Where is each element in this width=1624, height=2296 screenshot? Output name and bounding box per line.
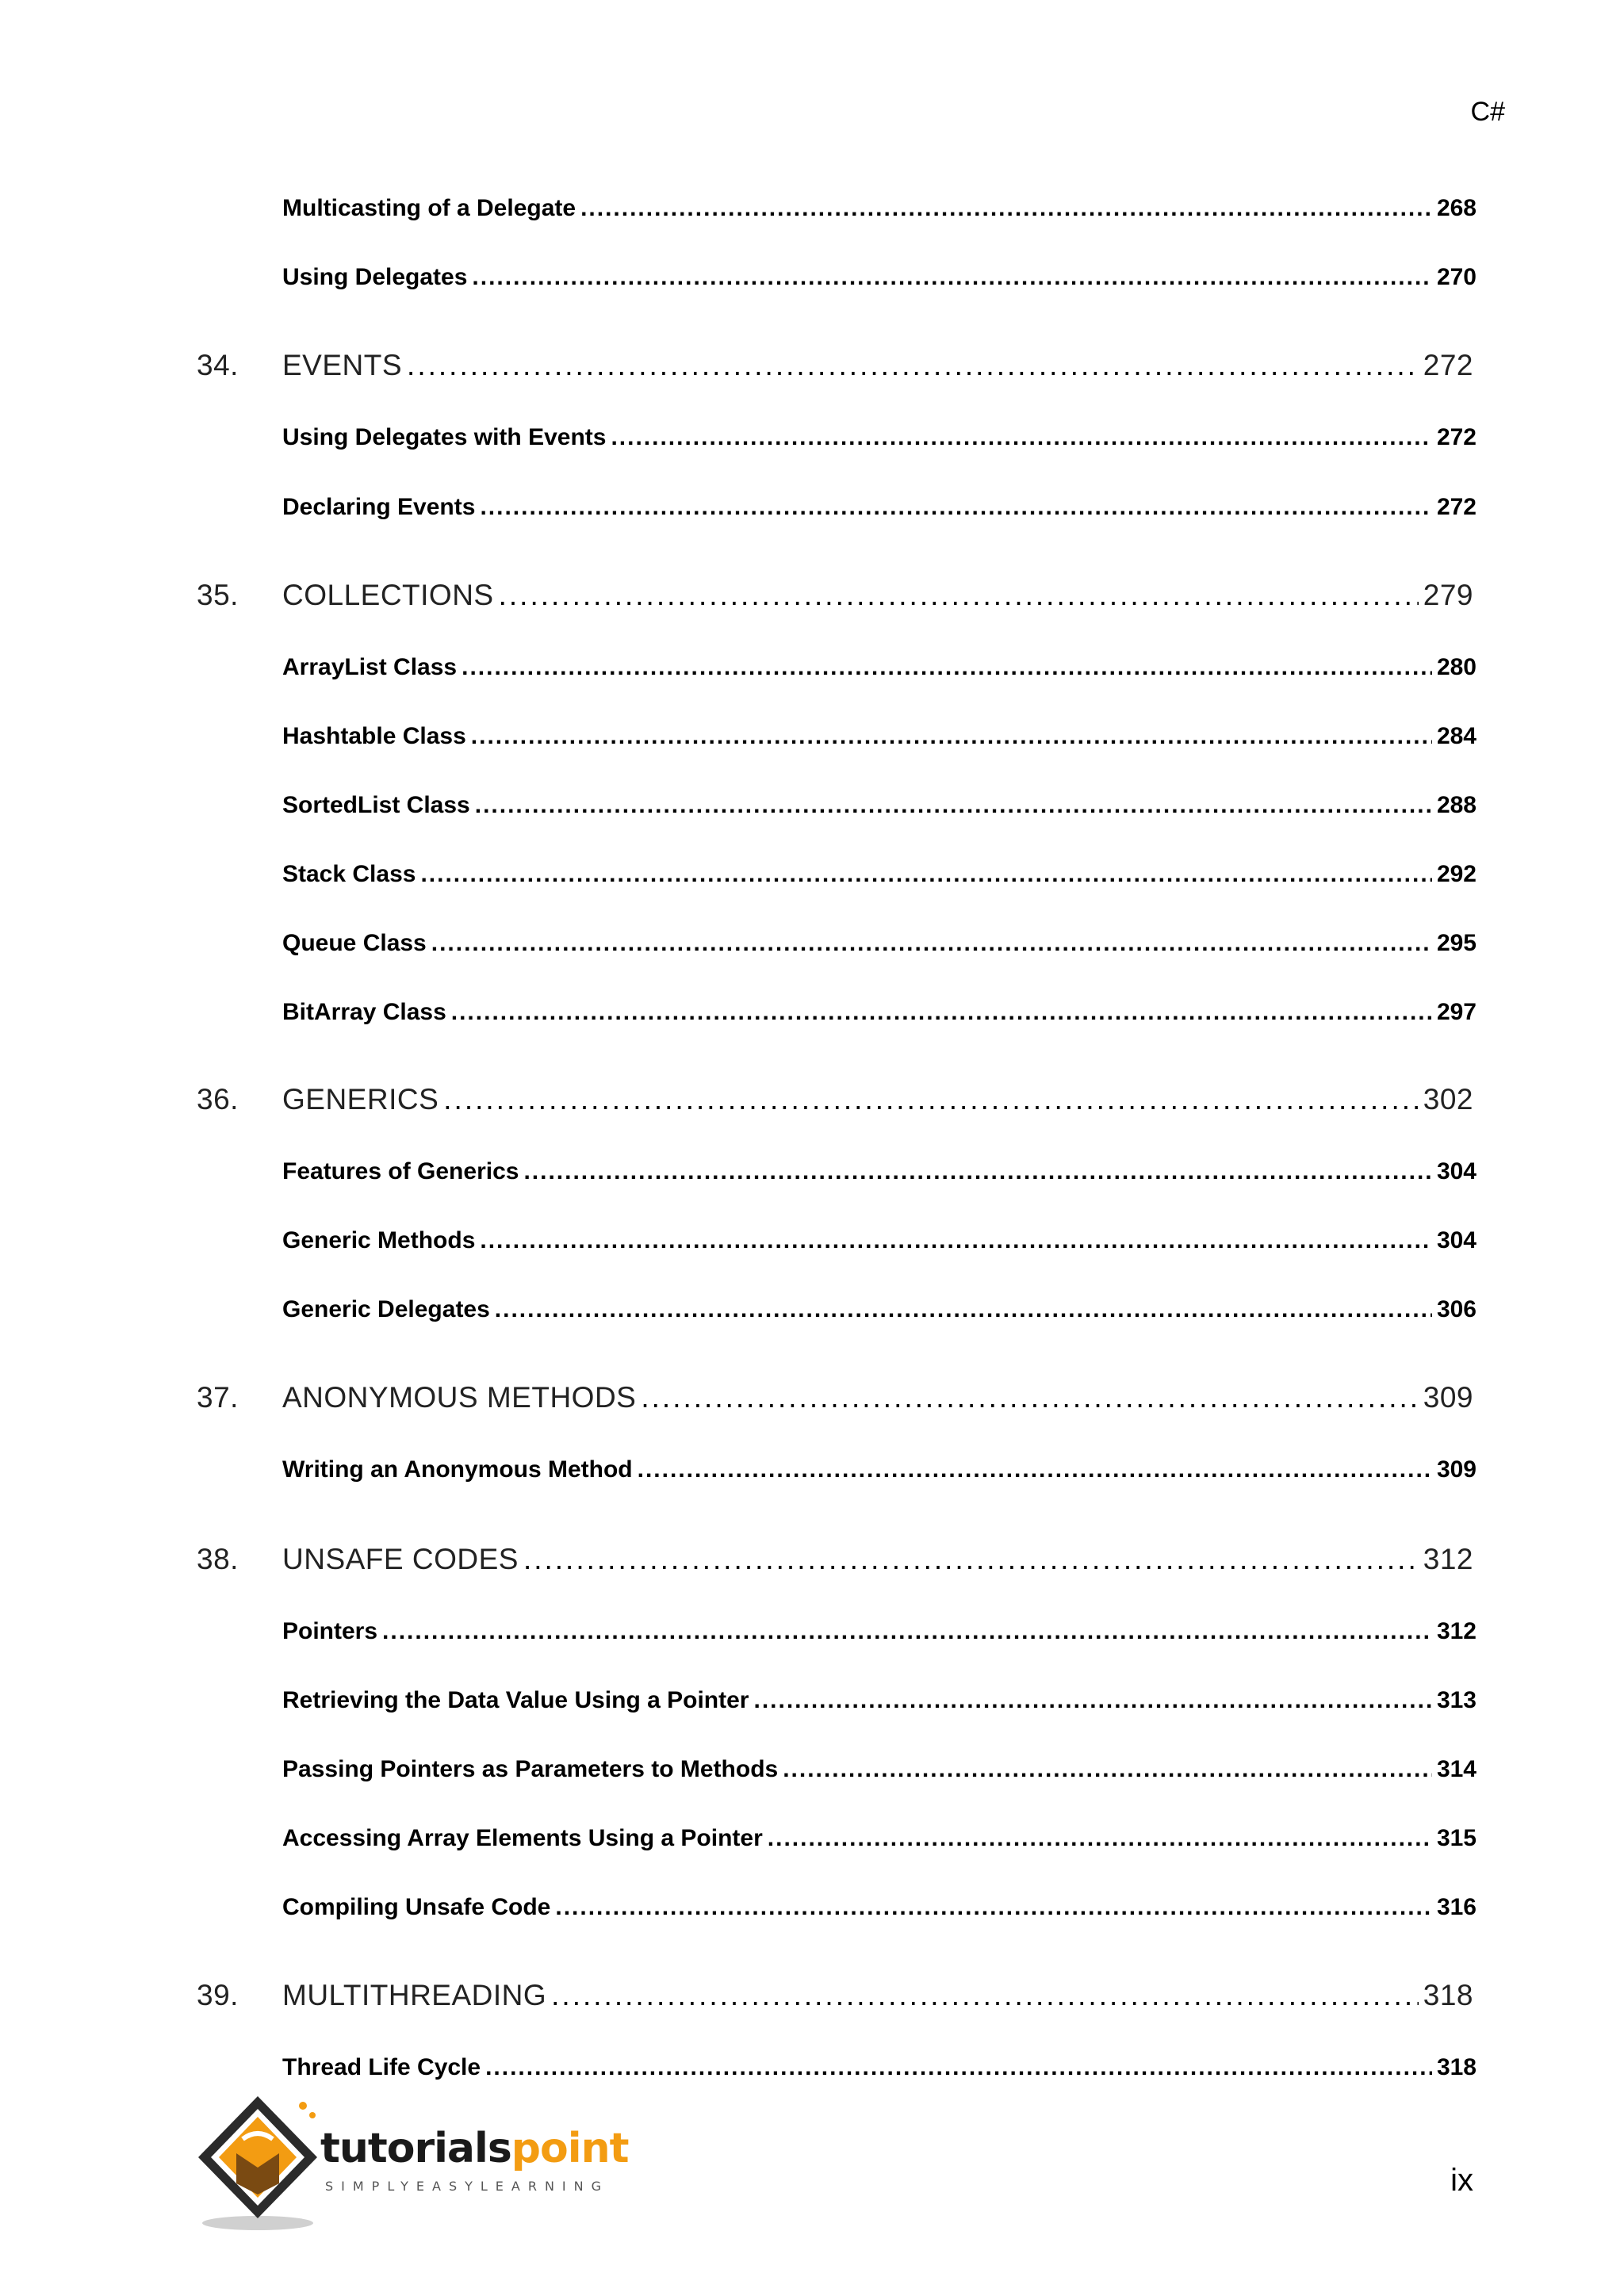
chapter-number: 36.: [197, 1083, 239, 1115]
toc-entry[interactable]: [282, 1158, 1477, 1185]
dot-leader: [485, 2054, 1432, 2081]
chapter-title: GENERICS: [282, 1083, 439, 1115]
entry-page-number: 295: [1436, 930, 1477, 956]
document-header-label: C#: [1470, 97, 1505, 127]
entry-page-number: 284: [1436, 723, 1477, 749]
entry-title: Declaring Events: [282, 494, 476, 520]
logo-diamond-icon: [190, 2090, 325, 2233]
entry-page-number: 315: [1436, 1825, 1477, 1851]
entry-page-number: 270: [1436, 264, 1477, 290]
entry-title: Passing Pointers as Parameters to Methods: [282, 1756, 779, 1782]
entry-title: Writing an Anonymous Method: [282, 1456, 633, 1483]
entry-title: SortedList Class: [282, 792, 470, 818]
toc-entry[interactable]: [282, 2054, 1477, 2081]
toc-entry[interactable]: [282, 654, 1477, 681]
entry-title: Generic Delegates: [282, 1296, 490, 1322]
toc-chapter[interactable]: [197, 1979, 1473, 2012]
toc-entry[interactable]: [282, 1618, 1477, 1645]
entry-page-number: 272: [1436, 424, 1477, 450]
toc-entry[interactable]: [282, 723, 1477, 750]
entry-title: Accessing Array Elements Using a Pointer: [282, 1825, 763, 1851]
logo-wordmark: [320, 2125, 628, 2172]
entry-title: ArrayList Class: [282, 654, 458, 680]
dot-leader: [555, 1894, 1432, 1921]
toc-chapter[interactable]: [197, 1381, 1473, 1414]
dot-leader: [480, 1227, 1432, 1254]
dot-leader: [480, 494, 1432, 521]
entry-page-number: 309: [1423, 1381, 1473, 1414]
dot-leader: [443, 1083, 1419, 1116]
entry-title: Pointers: [282, 1618, 378, 1644]
entry-title: Multicasting of a Delegate: [282, 195, 576, 221]
dot-leader: [407, 349, 1419, 382]
chapter-number: 35.: [197, 579, 239, 611]
toc-entry[interactable]: [282, 424, 1477, 451]
toc-entry[interactable]: [282, 1296, 1477, 1323]
dot-leader: [382, 1618, 1432, 1645]
dot-leader: [768, 1825, 1432, 1852]
toc-entry[interactable]: [282, 1756, 1477, 1783]
entry-page-number: 312: [1436, 1618, 1477, 1644]
dot-leader: [462, 654, 1432, 681]
dot-leader: [754, 1687, 1432, 1714]
toc-chapter[interactable]: [197, 579, 1473, 612]
entry-page-number: 316: [1436, 1894, 1477, 1920]
chapter-title: UNSAFE CODES: [282, 1543, 519, 1575]
toc-entry[interactable]: [282, 861, 1477, 888]
page-number: ix: [1450, 2163, 1473, 2198]
chapter-number: 39.: [197, 1979, 239, 2011]
entry-title: Features of Generics: [282, 1158, 519, 1184]
dot-leader: [641, 1381, 1418, 1414]
entry-title: Using Delegates with Events: [282, 424, 607, 450]
toc-entry[interactable]: [282, 494, 1477, 521]
entry-page-number: 304: [1436, 1158, 1477, 1184]
logo-word-tutorials: tutorials: [320, 2125, 511, 2172]
dot-leader: [499, 579, 1419, 612]
toc-entry[interactable]: [282, 999, 1477, 1026]
dot-leader: [580, 195, 1432, 222]
entry-page-number: 272: [1423, 349, 1473, 381]
toc-entry[interactable]: [282, 1894, 1477, 1921]
chapter-title: MULTITHREADING: [282, 1979, 547, 2011]
dot-leader: [611, 424, 1431, 451]
dot-leader: [431, 930, 1432, 957]
toc-entry[interactable]: [282, 1227, 1477, 1254]
entry-page-number: 268: [1436, 195, 1477, 221]
logo-word-point: point: [511, 2125, 629, 2172]
entry-page-number: 292: [1436, 861, 1477, 887]
chapter-number: 37.: [197, 1381, 239, 1414]
dot-leader: [475, 792, 1432, 819]
toc-entry[interactable]: [282, 1456, 1477, 1483]
chapter-title: EVENTS: [282, 349, 403, 381]
entry-page-number: 302: [1423, 1083, 1473, 1115]
entry-page-number: 272: [1436, 494, 1477, 520]
entry-page-number: 288: [1436, 792, 1477, 818]
entry-title: Retrieving the Data Value Using a Pointer: [282, 1687, 749, 1713]
entry-page-number: 312: [1423, 1543, 1473, 1575]
entry-title: BitArray Class: [282, 999, 446, 1025]
toc-entry[interactable]: [282, 792, 1477, 819]
dot-leader: [783, 1756, 1432, 1783]
dot-leader: [495, 1296, 1432, 1323]
entry-page-number: 304: [1436, 1227, 1477, 1253]
toc-entry[interactable]: [282, 1825, 1477, 1852]
dot-leader: [420, 861, 1431, 888]
entry-title: Hashtable Class: [282, 723, 466, 749]
chapter-number: 38.: [197, 1543, 239, 1575]
entry-page-number: 306: [1436, 1296, 1477, 1322]
entry-page-number: 318: [1423, 1979, 1473, 2011]
dot-leader: [451, 999, 1432, 1026]
logo-tagline: SIMPLYEASYLEARNING: [325, 2179, 610, 2194]
entry-page-number: 280: [1436, 654, 1477, 680]
toc-chapter[interactable]: [197, 1083, 1473, 1116]
dot-leader: [638, 1456, 1432, 1483]
entry-title: Compiling Unsafe Code: [282, 1894, 551, 1920]
dot-leader: [472, 264, 1432, 291]
dot-leader: [523, 1158, 1431, 1185]
entry-title: Queue Class: [282, 930, 427, 956]
tutorialspoint-logo: [190, 2090, 650, 2233]
chapter-title: COLLECTIONS: [282, 579, 494, 611]
entry-page-number: 318: [1436, 2054, 1477, 2080]
entry-title: Stack Class: [282, 861, 416, 887]
dot-leader: [523, 1543, 1419, 1576]
toc-chapter[interactable]: [197, 349, 1473, 382]
toc-chapter[interactable]: [197, 1543, 1473, 1576]
chapter-title: ANONYMOUS METHODS: [282, 1381, 637, 1414]
entry-page-number: 314: [1436, 1756, 1477, 1782]
entry-title: Thread Life Cycle: [282, 2054, 481, 2080]
toc-entry[interactable]: [282, 1687, 1477, 1714]
entry-page-number: 313: [1436, 1687, 1477, 1713]
toc-entry[interactable]: [282, 930, 1477, 957]
entry-title: Using Delegates: [282, 264, 468, 290]
entry-page-number: 309: [1436, 1456, 1477, 1483]
dot-leader: [471, 723, 1432, 750]
toc-entry[interactable]: [282, 264, 1477, 291]
entry-page-number: 297: [1436, 999, 1477, 1025]
chapter-number: 34.: [197, 349, 239, 381]
dot-leader: [551, 1979, 1419, 2012]
entry-title: Generic Methods: [282, 1227, 476, 1253]
toc-entry[interactable]: [282, 195, 1477, 222]
entry-page-number: 279: [1423, 579, 1473, 611]
